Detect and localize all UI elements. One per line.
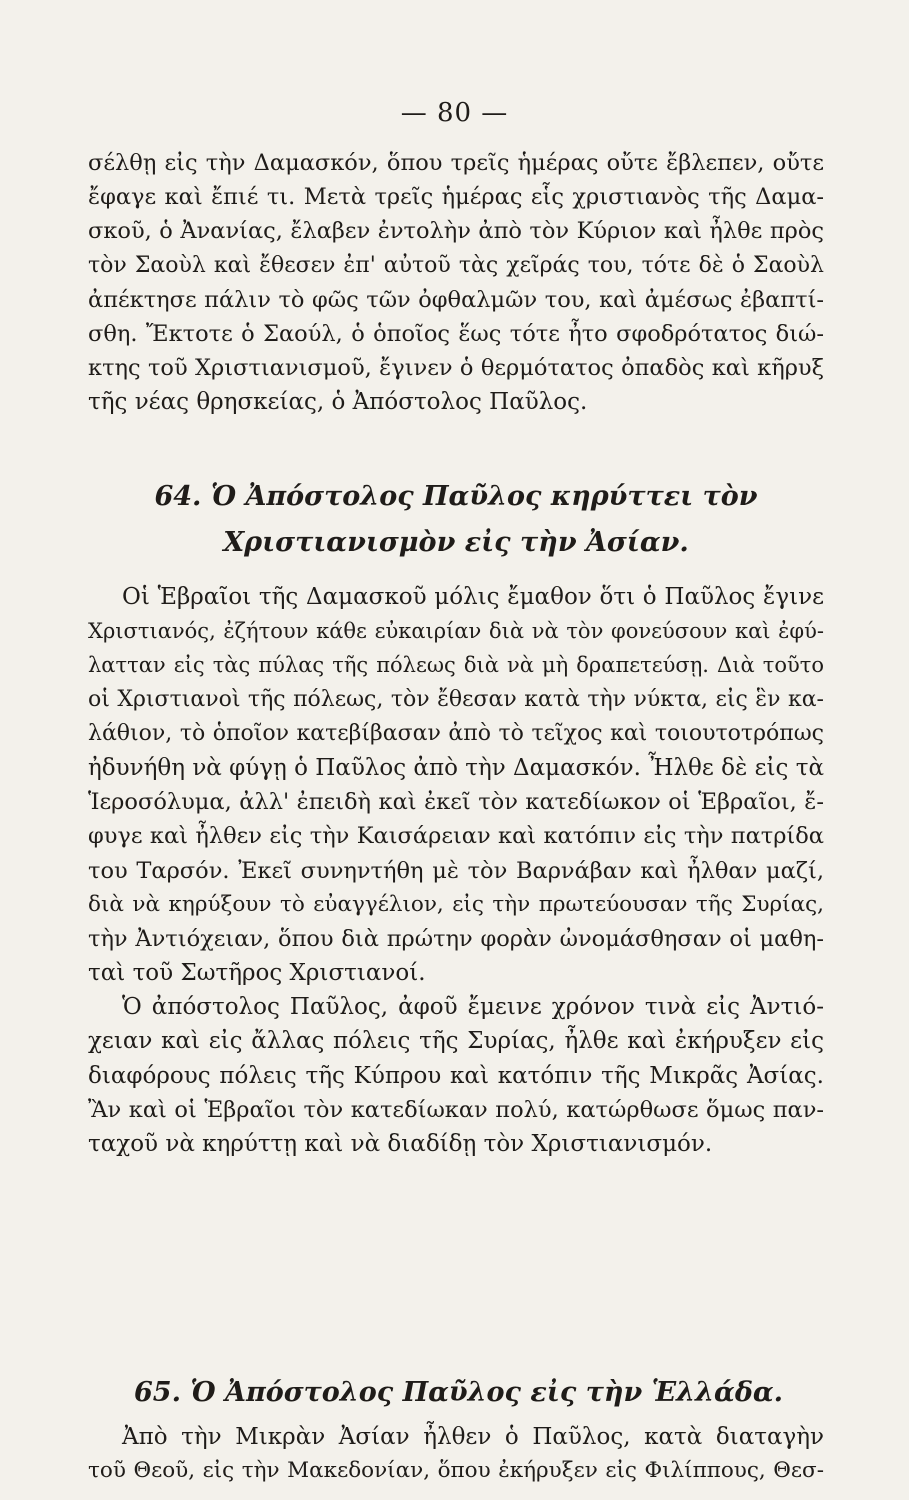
text-line: σέλθῃ εἰς τὴν Δαμασκόν, ὅπου τρεῖς ἡμέρας οὔτε ἔβλεπεν, οὔτε [88,150,824,176]
text-line: ἔφαγε καὶ ἔπιέ τι. Μετὰ τρεῖς ἡμέρας εἷς χριστιανὸς τῆς Δαμα- [88,184,824,211]
heading-line: Χριστιανισμὸν εἰς τὴν Ἀσίαν. [223,527,689,558]
text-line: κτης τοῦ Χριστιανισμοῦ, ἔγινεν ὁ θερμότατος ὀπαδὸς καὶ κῆρυξ [88,355,824,382]
text-line: λάθιον, τὸ ὁποῖον κατεβίβασαν ἀπὸ τὸ τεῖχος καὶ τοιουτοτρόπως [88,720,824,746]
text-line: Οἱ Ἑβραῖοι τῆς Δαμασκοῦ μόλις ἔμαθον ὅτι ὁ Παῦλος ἔγινε [122,584,824,610]
paragraph-continued [88,146,824,420]
section-65-body [88,1420,824,1488]
page-number: — 80 — [400,98,509,128]
text-line: τοῦ Θεοῦ, εἰς τὴν Μακεδονίαν, ὅπου ἐκήρυξεν εἰς Φιλίππους, Θεσ- [88,1458,824,1484]
heading-line: 65. Ὁ Ἀπόστολος Παῦλος εἰς τὴν Ἑλλάδα. [134,1377,784,1408]
text-line: Ὁ ἀπόστολος Παῦλος, ἀφοῦ ἔμεινε χρόνον τινὰ εἰς Ἀντιό- [122,994,824,1021]
heading-line: 64. Ὁ Ἀπόστολος Παῦλος κηρύττει τὸν [154,481,758,512]
text-line: Ἂν καὶ οἱ Ἑβραῖοι τὸν κατεδίωκαν πολύ, κατώρθωσε ὅμως παν- [88,1096,824,1123]
text-line: Ἱεροσόλυμα, ἀλλ' ἐπειδὴ καὶ ἐκεῖ τὸν κατεδίωκον οἱ Ἑβραῖοι, ἔ- [88,789,824,816]
text-line: ἀπέκτησε πάλιν τὸ φῶς τῶν ὀφθαλμῶν του, καὶ ἀμέσως ἐβαπτί- [88,286,824,313]
text-line: λατταν εἰς τὰς πύλας τῆς πόλεως διὰ νὰ μὴ δραπετεύσῃ. Διὰ τοῦτο [88,653,824,678]
text-line: ἠδυνήθη νὰ φύγῃ ὁ Παῦλος ἀπὸ τὴν Δαμασκόν. Ἦλθε δὲ εἰς τὰ [88,754,824,781]
text-line: τὸν Σαοὺλ καὶ ἔθεσεν ἐπ' αὐτοῦ τὰς χεῖράς του, τότε δὲ ὁ Σαοὺλ [88,252,824,278]
text-line: Ἀπὸ τὴν Μικρὰν Ἀσίαν ἦλθεν ὁ Παῦλος, κατὰ διαταγὴν [122,1424,824,1450]
text-line: διαφόρους πόλεις τῆς Κύπρου καὶ κατόπιν τῆς Μικρᾶς Ἀσίας. [88,1062,824,1089]
text-line: οἱ Χριστιανοὶ τῆς πόλεως, τὸν ἔθεσαν κατὰ τὴν νύκτα, εἰς ἓν κα- [88,686,824,712]
section-64-heading [88,474,824,566]
section-65-heading [88,1370,824,1416]
text-line: χειαν καὶ εἰς ἄλλας πόλεις τῆς Συρίας, ἦλθε καὶ ἐκήρυξεν εἰς [88,1028,824,1055]
text-line: ταχοῦ νὰ κηρύττῃ καὶ νὰ διαδίδῃ τὸν Χριστιανισμόν. [88,1131,713,1157]
text-line: τὴν Ἀντιόχειαν, ὅπου διὰ πρώτην φορὰν ὠνομάσθησαν οἱ μαθη- [88,925,824,952]
text-line: του Ταρσόν. Ἐκεῖ συνηντήθη μὲ τὸν Βαρνάβαν καὶ ἦλθαν μαζί, [88,857,824,884]
text-line: ταὶ τοῦ Σωτῆρος Χριστιανοί. [88,960,426,987]
text-line: φυγε καὶ ἦλθεν εἰς τὴν Καισάρειαν καὶ κατόπιν εἰς τὴν πατρίδα [88,823,824,850]
section-64-body [88,580,824,1161]
text-line: τῆς νέας θρησκείας, ὁ Ἀπόστολος Παῦλος. [88,389,588,416]
text-line: Χριστιανός, ἐζήτουν κάθε εὐκαιρίαν διὰ νὰ τὸν φονεύσουν καὶ ἐφύ- [88,619,824,644]
text-line: διὰ νὰ κηρύξουν τὸ εὐαγγέλιον, εἰς τὴν πρωτεύουσαν τῆς Συρίας, [88,891,824,917]
text-line: σθη. Ἔκτοτε ὁ Σαούλ, ὁ ὁποῖος ἕως τότε ἦτο σφοδρότατος διώ- [88,320,824,347]
text-line: σκοῦ, ὁ Ἀνανίας, ἔλαβεν ἐντολὴν ἀπὸ τὸν Κύριον καὶ ἦλθε πρὸς [88,218,824,245]
